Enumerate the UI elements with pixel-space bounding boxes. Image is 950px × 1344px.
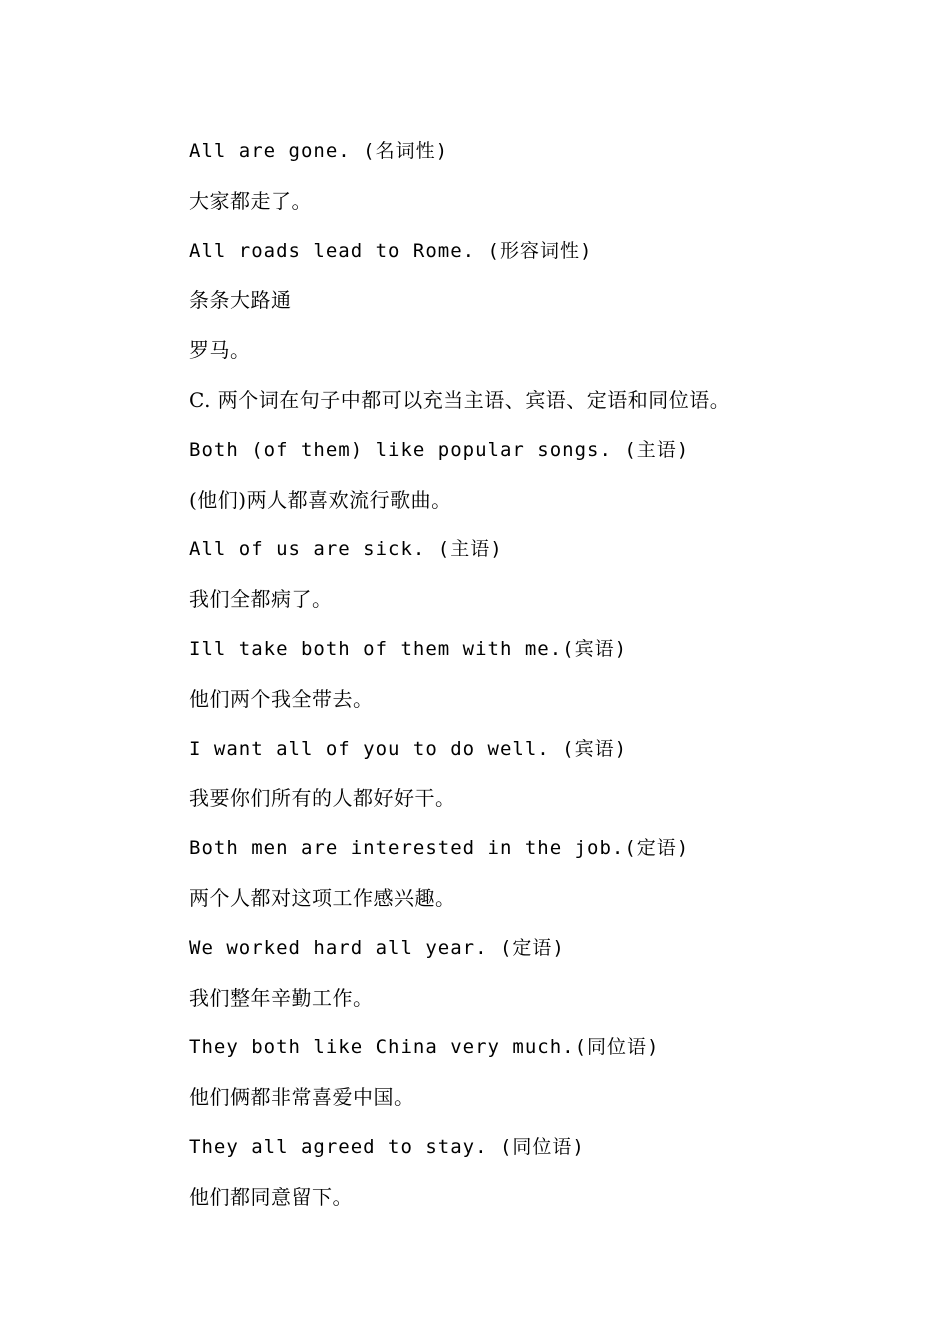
example-sentence-en: All are gone. (名词性) bbox=[189, 140, 449, 162]
example-sentence-zh: 他们两个我全带去。 bbox=[189, 686, 374, 711]
section-heading: C. 两个词在句子中都可以充当主语、宾语、定语和同位语。 bbox=[189, 387, 731, 412]
example-sentence-en: All of us are sick. (主语) bbox=[189, 538, 503, 561]
example-sentence-en: I want all of you to do well. (宾语) bbox=[189, 737, 628, 760]
example-sentence-en: Ill take both of them with me.(宾语) bbox=[189, 637, 628, 660]
example-sentence-zh: 大家都走了。 bbox=[189, 188, 312, 213]
example-sentence-zh: 我们全都病了。 bbox=[189, 587, 333, 612]
example-sentence-zh: 我要你们所有的人都好好干。 bbox=[189, 786, 456, 811]
example-sentence-zh: 罗马。 bbox=[189, 338, 251, 363]
example-sentence-zh: 两个人都对这项工作感兴趣。 bbox=[189, 885, 456, 910]
example-sentence-zh: 条条大路通 bbox=[189, 288, 292, 313]
example-sentence-en: Both (of them) like popular songs. (主语) bbox=[189, 438, 690, 461]
example-sentence-en: All roads lead to Rome. (形容词性) bbox=[189, 239, 593, 262]
example-sentence-zh: 他们都同意留下。 bbox=[189, 1184, 353, 1209]
example-sentence-en: They all agreed to stay. (同位语) bbox=[189, 1135, 585, 1158]
document-body bbox=[189, 132, 889, 1228]
example-sentence-en: They both like China very much.(同位语) bbox=[189, 1036, 660, 1059]
example-sentence-zh: 我们整年辛勤工作。 bbox=[189, 985, 374, 1010]
example-sentence-zh: 他们俩都非常喜爱中国。 bbox=[189, 1085, 415, 1110]
example-sentence-zh: (他们)两人都喜欢流行歌曲。 bbox=[189, 487, 452, 512]
example-sentence-en: Both men are interested in the job.(定语) bbox=[189, 837, 690, 860]
example-sentence-en: We worked hard all year. (定语) bbox=[189, 936, 565, 959]
